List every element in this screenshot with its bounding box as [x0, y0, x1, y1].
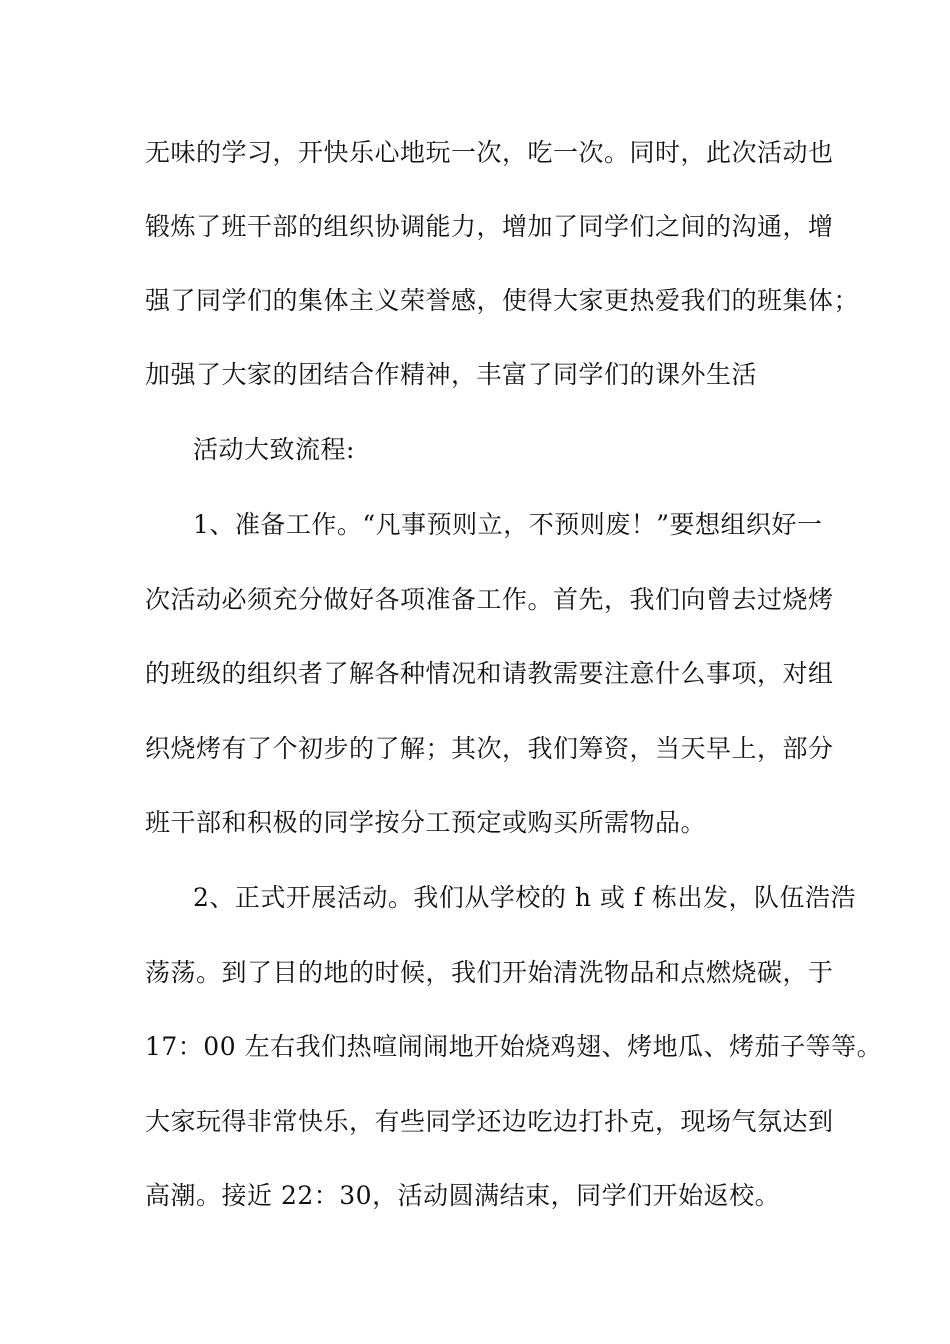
paragraph-line: 高潮。接近 22：30，活动圆满结束，同学们开始返校。: [145, 1181, 781, 1210]
paragraph-line: 加强了大家的团结合作精神，丰富了同学们的课外生活: [145, 360, 758, 389]
paragraph-line: 锻炼了班干部的组织协调能力，增加了同学们之间的沟通，增: [145, 212, 834, 241]
paragraph-line: 无味的学习，开快乐心地玩一次，吃一次。同时，此次活动也: [145, 138, 834, 167]
paragraph-line: 强了同学们的集体主义荣誉感，使得大家更热爱我们的班集体；: [145, 286, 860, 315]
paragraph-line: 1、准备工作。“凡事预则立，不预则废！”要想组织好一: [193, 510, 823, 539]
paragraph-line: 2、正式开展活动。我们从学校的 h 或 f 栋出发，队伍浩浩: [193, 883, 857, 912]
paragraph-line: 17：00 左右我们热喧闹闹地开始烧鸡翅、烤地瓜、烤茄子等等。: [145, 1032, 883, 1061]
paragraph-line: 班干部和积极的同学按分工预定或购买所需物品。: [145, 808, 707, 837]
paragraph-line: 大家玩得非常快乐，有些同学还边吃边打扑克，现场气氛达到: [145, 1107, 834, 1136]
paragraph-line: 次活动必须充分做好各项准备工作。首先，我们向曾去过烧烤: [145, 585, 834, 614]
paragraph-line: 荡荡。到了目的地的时候，我们开始清洗物品和点燃烧碳，于: [145, 958, 834, 987]
section-heading: 活动大致流程:: [193, 435, 355, 464]
paragraph-line: 织烧烤有了个初步的了解；其次，我们筹资，当天早上，部分: [145, 734, 834, 763]
paragraph-line: 的班级的组织者了解各种情况和请教需要注意什么事项，对组: [145, 659, 834, 688]
